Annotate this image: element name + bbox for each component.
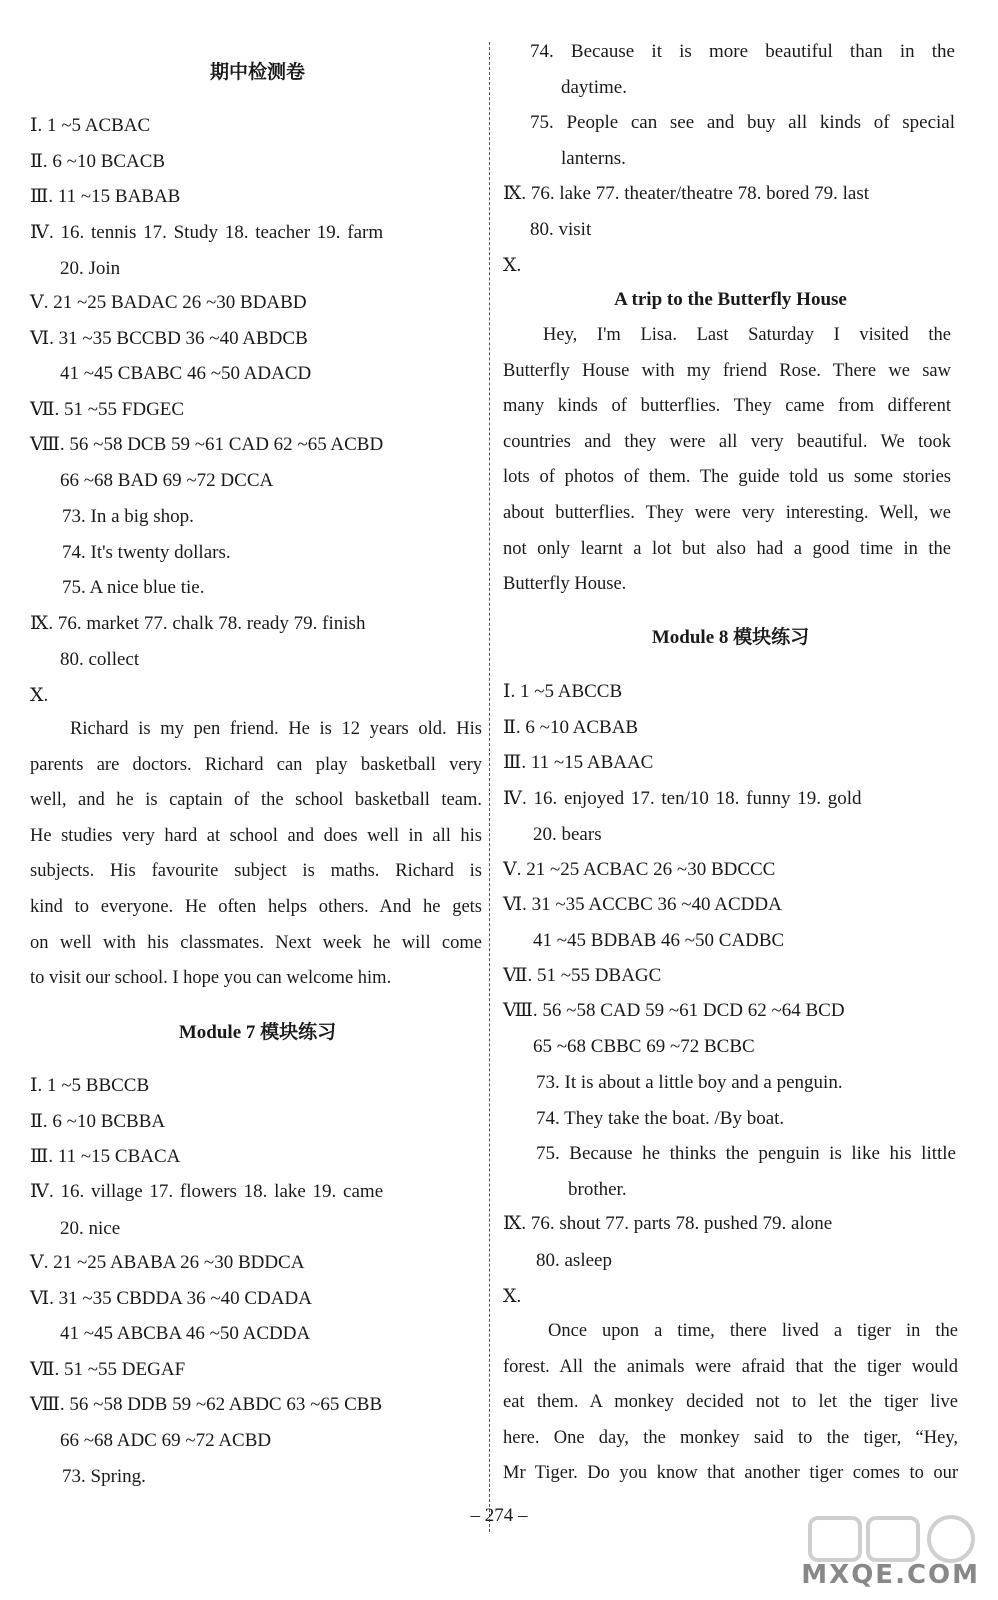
essay-line: well, and he is captain of the school basketball team. [30, 790, 482, 811]
answer-line: Ⅱ. 6 ~10 BCBBA [30, 1111, 166, 1132]
watermark-text: MXQE.COM [801, 1560, 980, 1590]
answer-line: 80. collect [60, 649, 140, 670]
essay-line: about butterflies. They were very interesting. Well, we [503, 502, 951, 523]
answer-line: Ⅴ. 21 ~25 BADAC 26 ~30 BDABD [30, 292, 307, 313]
essay-line: parents are doctors. Richard can play basketball very [30, 754, 482, 775]
answer-line: Ⅷ. 56 ~58 DDB 59 ~62 ABDC 63 ~65 CBB [30, 1394, 383, 1415]
answer-line: Ⅴ. 21 ~25 ACBAC 26 ~30 BDCCC [503, 859, 776, 880]
answer-line: 20. nice [60, 1218, 121, 1239]
essay-line: to visit our school. I hope you can welcome him. [30, 968, 392, 989]
essay-title: A trip to the Butterfly House [614, 289, 847, 310]
answer-line: 66 ~68 BAD 69 ~72 DCCA [60, 470, 274, 491]
answer-line: Ⅵ. 31 ~35 CBDDA 36 ~40 CDADA [30, 1288, 312, 1309]
answer-line: 75. A nice blue tie. [62, 577, 205, 598]
answer-line: Ⅳ. 16. tennis 17. Study 18. teacher 19. farm [30, 222, 384, 243]
essay-line: Richard is my pen friend. He is 12 years old. His [70, 719, 482, 739]
answer-line: 41 ~45 CBABC 46 ~50 ADACD [60, 363, 312, 384]
essay-line: Butterfly House with my friend Rose. There we saw [503, 360, 951, 381]
answer-line: Ⅱ. 6 ~10 BCACB [30, 151, 166, 172]
answer-line: Ⅲ. 11 ~15 ABAAC [503, 752, 654, 773]
essay-line: here. One day, the monkey said to the tiger, “Hey, [503, 1427, 958, 1448]
answer-line: 20. bears [533, 824, 602, 845]
answer-line: 74. Because it is more beautiful than in the [530, 41, 955, 62]
answer-line: Ⅰ. 1 ~5 ABCCB [503, 681, 623, 702]
answer-line: Ⅲ. 11 ~15 BABAB [30, 186, 181, 207]
essay-line: Hey, I'm Lisa. Last Saturday I visited the [543, 325, 951, 345]
essay-line: Mr Tiger. Do you know that another tiger comes to our [503, 1463, 958, 1484]
answer-line: daytime. [561, 77, 627, 98]
essay-line: many kinds of butterflies. They came from different [503, 396, 951, 417]
answer-line: Ⅰ. 1 ~5 BBCCB [30, 1075, 150, 1096]
answer-line: 80. visit [530, 219, 592, 240]
essay-line: countries and they were all very beautiful. We took [503, 431, 951, 452]
module7-title: Module 7 模块练习 [178, 1022, 337, 1043]
essay-line: forest. All the animals were afraid that the tiger would [503, 1356, 958, 1377]
answer-line: 74. They take the boat. /By boat. [536, 1108, 785, 1129]
answer-line: Ⅹ. [503, 1286, 522, 1307]
answer-line: 66 ~68 ADC 69 ~72 ACBD [60, 1430, 272, 1451]
answer-line: Ⅹ. [30, 685, 49, 706]
answer-line: 73. In a big shop. [62, 506, 194, 527]
module8-title: Module 8 模块练习 [651, 627, 810, 648]
answer-line: Ⅶ. 51 ~55 FDGEC [30, 399, 185, 420]
answer-line: 75. Because he thinks the penguin is like his little [536, 1143, 956, 1164]
butterfly-essay [503, 318, 951, 603]
page-number: – 274 – [470, 1505, 528, 1526]
answer-line: Ⅲ. 11 ~15 CBACA [30, 1146, 181, 1167]
answer-line: 74. It's twenty dollars. [62, 542, 231, 563]
essay-line: Once upon a time, there lived a tiger in the [548, 1321, 958, 1341]
answer-line: Ⅶ. 51 ~55 DBAGC [503, 965, 662, 986]
answer-line: Ⅴ. 21 ~25 ABABA 26 ~30 BDDCA [30, 1252, 305, 1273]
answer-line: Ⅷ. 56 ~58 DCB 59 ~61 CAD 62 ~65 ACBD [30, 434, 384, 455]
answer-line: Ⅵ. 31 ~35 ACCBC 36 ~40 ACDDA [503, 894, 782, 915]
essay-line: eat them. A monkey decided not to let the tiger live [503, 1392, 958, 1413]
essay-line: not only learnt a lot but also had a good time in the [503, 538, 951, 559]
answer-line: 80. asleep [536, 1250, 612, 1271]
answer-line: Ⅹ. [503, 255, 522, 276]
answer-line: 73. Spring. [62, 1466, 146, 1487]
answer-line: Ⅷ. 56 ~58 CAD 59 ~61 DCD 62 ~64 BCD [503, 1000, 845, 1021]
answer-line: Ⅰ. 1 ~5 ACBAC [30, 115, 151, 136]
answer-line: lanterns. [561, 148, 626, 169]
essay-line: Butterfly House. [503, 574, 627, 595]
essay-line: subjects. His favourite subject is maths. Richard is [30, 861, 482, 882]
essay-line: lots of photos of them. The guide told us some stories [503, 467, 951, 488]
tiger-essay [503, 1314, 958, 1492]
midterm-title: 期中检测卷 [209, 62, 305, 83]
answer-line: 75. People can see and buy all kinds of special [530, 112, 955, 133]
answer-line: Ⅶ. 51 ~55 DEGAF [30, 1359, 186, 1380]
midterm-essay [30, 712, 482, 997]
essay-line: kind to everyone. He often helps others. And he gets [30, 896, 482, 917]
column-divider [489, 42, 490, 1532]
answer-line: Ⅵ. 31 ~35 BCCBD 36 ~40 ABDCB [30, 328, 308, 349]
answer-line: 65 ~68 CBBC 69 ~72 BCBC [533, 1036, 755, 1057]
answer-line: Ⅸ. 76. market 77. chalk 78. ready 79. finish [30, 613, 366, 634]
answer-line: Ⅸ. 76. shout 77. parts 78. pushed 79. alone [503, 1213, 833, 1234]
answer-line: 41 ~45 ABCBA 46 ~50 ACDDA [60, 1323, 311, 1344]
answer-line: Ⅳ. 16. village 17. flowers 18. lake 19. came [30, 1181, 384, 1202]
answer-line: brother. [568, 1179, 627, 1200]
answer-line: 73. It is about a little boy and a penguin. [536, 1072, 843, 1093]
essay-line: on well with his classmates. Next week he will come [30, 932, 482, 953]
answer-line: Ⅸ. 76. lake 77. theater/theatre 78. bored 79. last [503, 183, 870, 204]
answer-line: 41 ~45 BDBAB 46 ~50 CADBC [533, 930, 785, 951]
essay-line: He studies very hard at school and does well in all his [30, 825, 482, 846]
answer-line: 20. Join [60, 258, 121, 279]
answer-line: Ⅱ. 6 ~10 ACBAB [503, 717, 639, 738]
answer-line: Ⅳ. 16. enjoyed 17. ten/10 18. funny 19. gold [503, 788, 862, 809]
